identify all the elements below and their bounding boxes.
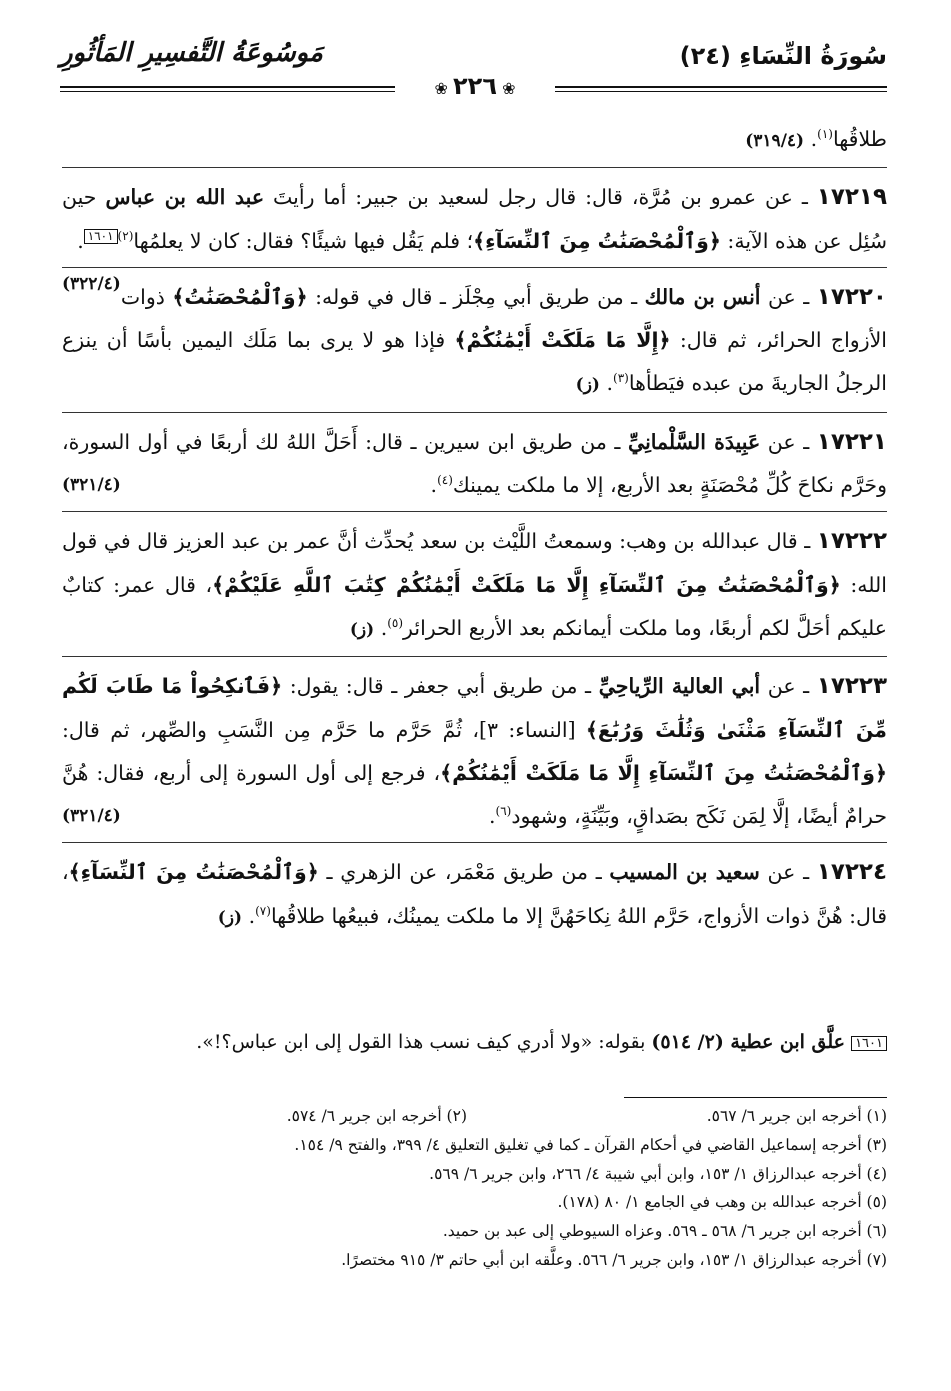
entry-text: ؛ فلم يَقُل فيها شيئًا؟ فقال: كان لا يعلمُها <box>133 228 474 253</box>
page-header <box>60 38 887 104</box>
entry-text: ذوات الأزواج الحرائر، ثم قال: <box>120 284 887 353</box>
narrator-name: عبد الله بن عباس <box>105 185 265 210</box>
narrator-name: سعيد بن المسيب <box>609 860 760 885</box>
footnote-7: (٧) أخرجه عبدالرزاق ١/ ١٥٣، وابن جرير ٦/ ٥٦٦. وعلَّقه ابن أبي حاتم ٣/ ٩١٥ مختصرًا. <box>341 1250 887 1269</box>
entry-number: ١٧٢٢٣ <box>816 673 887 700</box>
entry-17222 <box>62 520 887 652</box>
entry-number: ١٧٢١٩ <box>816 184 887 211</box>
entry-divider <box>62 656 887 657</box>
entry-continuation <box>62 118 887 163</box>
comment-lead: علَّق ابن عطية (٢/ ٥١٤) <box>651 1031 846 1053</box>
entry-text: . <box>374 615 388 640</box>
footnote-marker[interactable]: (٤) <box>437 473 453 488</box>
volume-ref: (ز) <box>217 907 243 928</box>
footnote-marker[interactable]: (٦) <box>495 804 512 819</box>
footnote-marker[interactable]: (١) <box>817 127 833 142</box>
footnote-marker[interactable]: (٣) <box>613 371 629 386</box>
footnote-marker[interactable]: (٢) <box>117 228 134 243</box>
entry-text: . <box>599 371 614 396</box>
entry-number: ١٧٢٢٤ <box>816 859 887 886</box>
footnote-4: (٤) أخرجه عبدالرزاق ١/ ١٥٣، وابن أبي شيبة ٤/ ٢٦٦، وابن جرير ٦/ ٥٦٩. <box>429 1164 887 1183</box>
volume-ref: (٣١٩/٤) <box>745 131 805 151</box>
entry-divider <box>62 167 887 168</box>
entry-number: ١٧٢٢٢ <box>816 528 887 555</box>
volume-ref: (٣٢٢/٤) <box>62 273 121 294</box>
entry-text: . <box>77 228 84 253</box>
entry-text: ، قال: هُنَّ ذوات الأزواج، حَرَّم اللهُ نِكاحَهُنَّ إلا ما ملكت يمينُك، فبيعُها طلاقُها <box>62 860 887 928</box>
comment-number: ١٦٠١ <box>851 1036 887 1051</box>
quran-verse: ﴿إِلَّا مَا مَلَكَتْ أَيْمَٰنُكُمْ﴾ <box>454 328 671 353</box>
entry-text: . <box>242 903 256 928</box>
footnote-rule <box>624 1097 887 1098</box>
entry-17223 <box>62 665 887 838</box>
ornament-icon: ❀ <box>434 79 448 98</box>
entry-text: ـ عن <box>760 429 817 454</box>
entry-text: ـ عن <box>760 674 817 699</box>
entry-17219 <box>62 176 887 294</box>
entry-text: ـ عن <box>760 284 817 309</box>
quran-verse: ﴿فَٱنكِحُواْ مَا طَابَ لَكُم مِّنَ ٱلنِّسَآءِ مَثْنَىٰ وَثُلَٰثَ وَرُبَٰعَ﴾ <box>62 674 887 742</box>
entry-divider <box>62 842 887 843</box>
comment-text: بقوله: «ولا أدري كيف نسب هذا القول إلى ابن عباس؟!». <box>196 1031 652 1053</box>
entry-text: طلاقُها <box>832 127 887 151</box>
main-text <box>62 118 887 940</box>
entry-text: ـ من طريق ابن سيرين ـ قال: أَحَلَّ اللهُ لك أربعًا في أول السورة، وحَرَّم نكاحَ كُلِّ مُحْصَنَةٍ بعد الأربع، إلا ما ملكت يمينك <box>62 429 887 498</box>
surah-heading: سُورَةُ النِّسَاءِ (٢٤) <box>679 42 887 70</box>
footnote-5: (٥) أخرجه عبدالله بن وهب في الجامع ١/ ٨٠ (١٧٨). <box>557 1193 887 1212</box>
ornament-icon: ❀ <box>502 79 516 98</box>
footnote-marker[interactable]: (٧) <box>255 903 271 918</box>
footnote-3: (٣) أخرجه إسماعيل القاضي في أحكام القرآن ـ كما في تغليق التعليق ٤/ ٣٩٩، والفتح ٩/ ١٥٤. <box>294 1135 887 1154</box>
quran-verse: ﴿وَٱلْمُحْصَنَٰتُ مِنَ ٱلنِّسَآءِ﴾ <box>68 860 319 885</box>
quran-verse: ﴿وَٱلْمُحْصَنَٰتُ مِنَ ٱلنِّسَآءِ إِلَّا مَا مَلَكَتْ أَيْمَٰنُكُمْ﴾ <box>440 760 887 785</box>
entry-text: فإذا هو لا يرى بما مَلَك اليمين بأسًا أن ينزع الرجلُ الجاريةَ من عبده فيَطأها <box>62 328 887 396</box>
entry-text: ، قال عمر: كتابٌ عليكم أحَلَّ لكم أربعًا، وما ملكت أيمانكم بعد الأربع الحرائر <box>62 572 887 640</box>
entry-text: ـ عن عمرو بن مُرَّة، قال: قال رجل لسعيد بن جبير: أما رأيتَ <box>264 185 817 210</box>
entry-divider <box>62 412 887 413</box>
entry-text: ، فرجع إلى أول السورة إلى أربع، فقال: هُنَّ حرامٌ أيضًا، إلَّا لِمَن نَكَح بصَداقٍ، وبَيِّنَةٍ، وشهود <box>62 760 887 829</box>
footnote-2: (٢) أخرجه ابن جرير ٦/ ٥٧٤. <box>286 1107 467 1125</box>
quran-verse: ﴿وَٱلْمُحْصَنَٰتُ مِنَ ٱلنِّسَآءِ﴾ <box>473 228 721 253</box>
entry-divider <box>62 267 887 268</box>
entry-text: [النساء: ٣]، ثُمَّ حَرَّم ما حَرَّم مِن النَّسَبِ والصِّهر، ثم قال: <box>62 717 586 742</box>
footnote-row <box>62 1102 887 1131</box>
comment-marker[interactable]: ١٦٠١ <box>84 229 118 244</box>
entry-17221 <box>62 421 887 508</box>
quran-verse: ﴿وَٱلْمُحْصَنَٰتُ مِنَ ٱلنِّسَآءِ إِلَّا مَا مَلَكَتْ أَيْمَٰنُكُمْ كِتَٰبَ ٱللَّهِ عَلَيْكُمْ﴾ <box>212 572 841 597</box>
page-number-block <box>395 72 555 102</box>
volume-ref: (ز) <box>349 619 375 640</box>
entry-text: . <box>488 804 496 829</box>
footnote-1: (١) أخرجه ابن جرير ٦/ ٥٦٧. <box>706 1107 887 1125</box>
commentary-note <box>62 1028 887 1056</box>
narrator-name: أنس بن مالك <box>644 284 761 309</box>
entry-text: ـ عن <box>759 860 817 885</box>
volume-ref: (٣٢١/٤) <box>62 475 121 496</box>
footnote-6: (٦) أخرجه ابن جرير ٦/ ٥٦٨ ـ ٥٦٩. وعزاه السيوطي إلى عبد بن حميد. <box>442 1222 887 1241</box>
entry-text: حين سُئِل عن هذه الآية: <box>62 185 887 253</box>
entry-text: ـ من طريق أبي جعفر ـ قال: يقول: <box>282 674 599 699</box>
footnote-marker[interactable]: (٥) <box>387 616 404 631</box>
entry-text: . <box>804 127 818 151</box>
volume-ref: (٣٢١/٤) <box>62 806 121 827</box>
narrator-name: أبي العالية الرِّياحِيِّ <box>598 674 761 699</box>
page-number: ٢٢٦ <box>453 72 497 100</box>
entry-text: ـ قال عبدالله بن وهب: وسمعتُ اللَّيْث بن سعد يُحدِّث أنَّ عمر بن عبد العزيز قال في قول الله: <box>62 529 887 597</box>
narrator-name: عَبِيدَة السَّلْمانِيِّ <box>627 429 761 454</box>
entry-number: ١٧٢٢٠ <box>816 283 887 310</box>
entry-17224 <box>62 851 887 940</box>
entry-number: ١٧٢٢١ <box>816 428 887 455</box>
entry-text: ـ من طريق مَعْمَر، عن الزهري ـ <box>318 860 610 885</box>
footnotes <box>62 1102 887 1275</box>
entry-divider <box>62 511 887 512</box>
entry-text: ـ من طريق أبي مِجْلَز ـ قال في قوله: <box>307 284 645 309</box>
book-title: مَوسُوعَةُ التَّفسِيرِ المَأثُورِ <box>60 38 323 68</box>
volume-ref: (ز) <box>575 375 600 396</box>
quran-verse: ﴿وَٱلْمُحْصَنَٰتُ﴾ <box>172 284 308 309</box>
entry-17220 <box>62 276 887 408</box>
entry-text: . <box>430 473 438 498</box>
